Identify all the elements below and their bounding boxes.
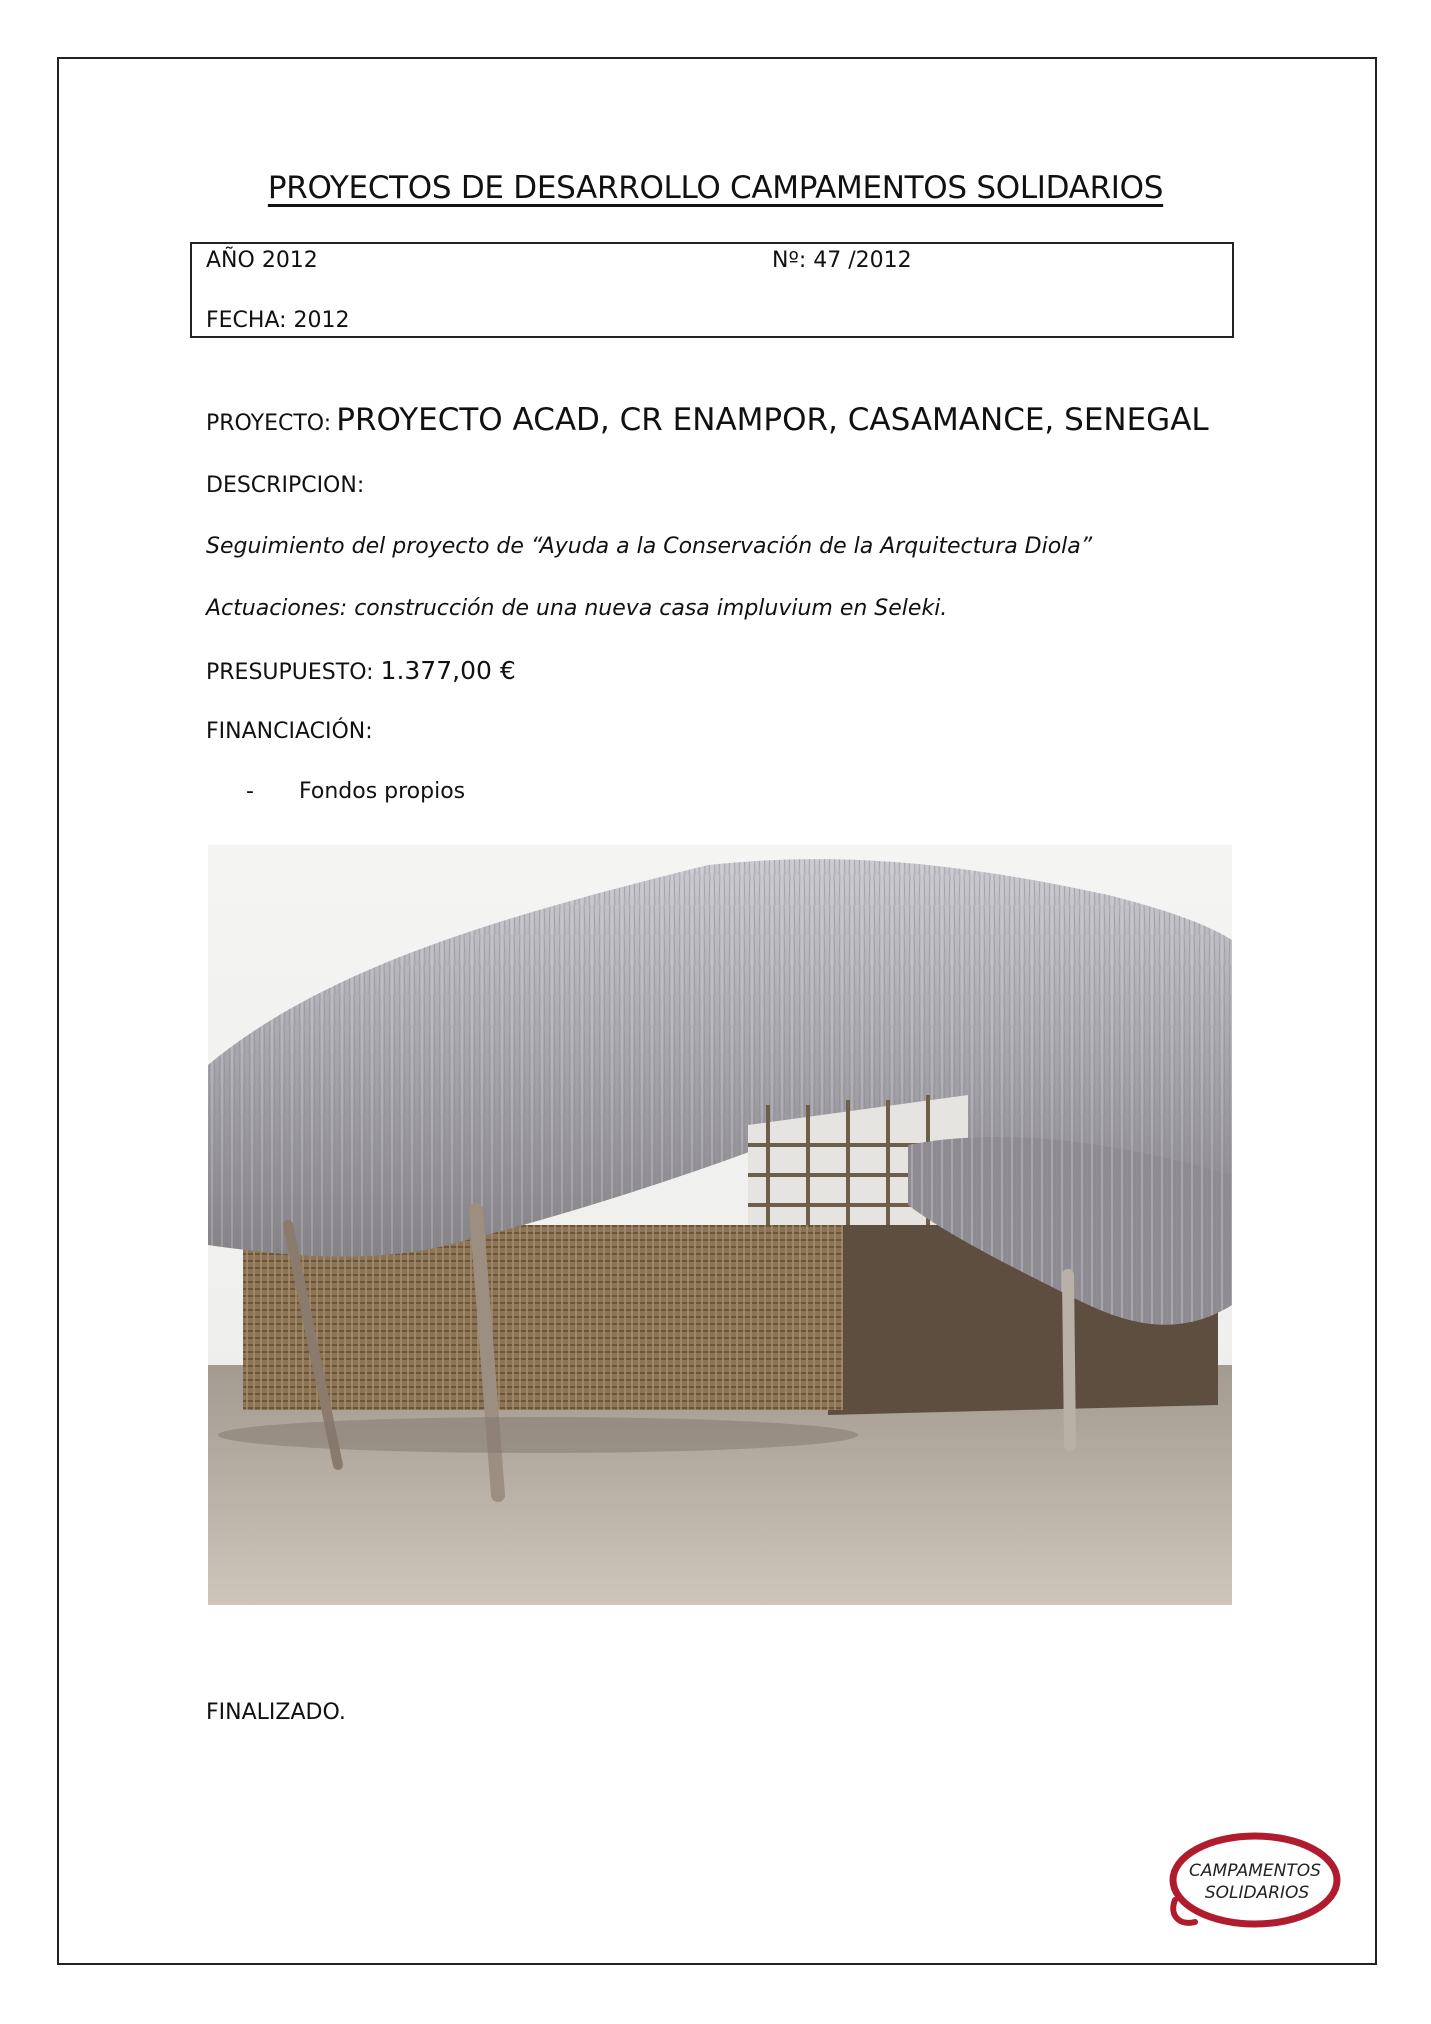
- financing-label: FINANCIACIÓN:: [206, 719, 373, 744]
- budget-row: [206, 656, 516, 685]
- description-label: DESCRIPCION:: [206, 473, 365, 498]
- logo-line-1: CAMPAMENTOS: [1189, 1861, 1321, 1881]
- status-text: FINALIZADO.: [206, 1700, 346, 1725]
- year-field: AÑO 2012: [206, 248, 318, 273]
- financing-item: [246, 779, 465, 804]
- financing-item-text: Fondos propios: [299, 779, 466, 804]
- project-row: [206, 402, 1209, 438]
- list-bullet: -: [246, 779, 254, 804]
- number-field: Nº: 47 /2012: [772, 248, 912, 273]
- project-value: PROYECTO ACAD, CR ENAMPOR, CASAMANCE, SENEGAL: [336, 402, 1209, 438]
- description-line: Seguimiento del proyecto de “Ayuda a la Conservación de la Arquitectura Diola”: [206, 534, 1093, 559]
- date-field: FECHA: 2012: [206, 308, 350, 333]
- description-line: Actuaciones: construcción de una nueva casa impluvium en Seleki.: [206, 596, 948, 621]
- document-title: PROYECTOS DE DESARROLLO CAMPAMENTOS SOLIDARIOS: [267, 170, 1164, 206]
- campamentos-solidarios-logo: [1165, 1830, 1345, 1930]
- project-label: PROYECTO:: [206, 411, 332, 436]
- project-photo: [208, 845, 1232, 1605]
- logo-line-2: SOLIDARIOS: [1204, 1883, 1310, 1903]
- budget-value: 1.377,00 €: [380, 656, 516, 685]
- budget-label: PRESUPUESTO:: [206, 660, 374, 685]
- info-box: [190, 242, 1234, 338]
